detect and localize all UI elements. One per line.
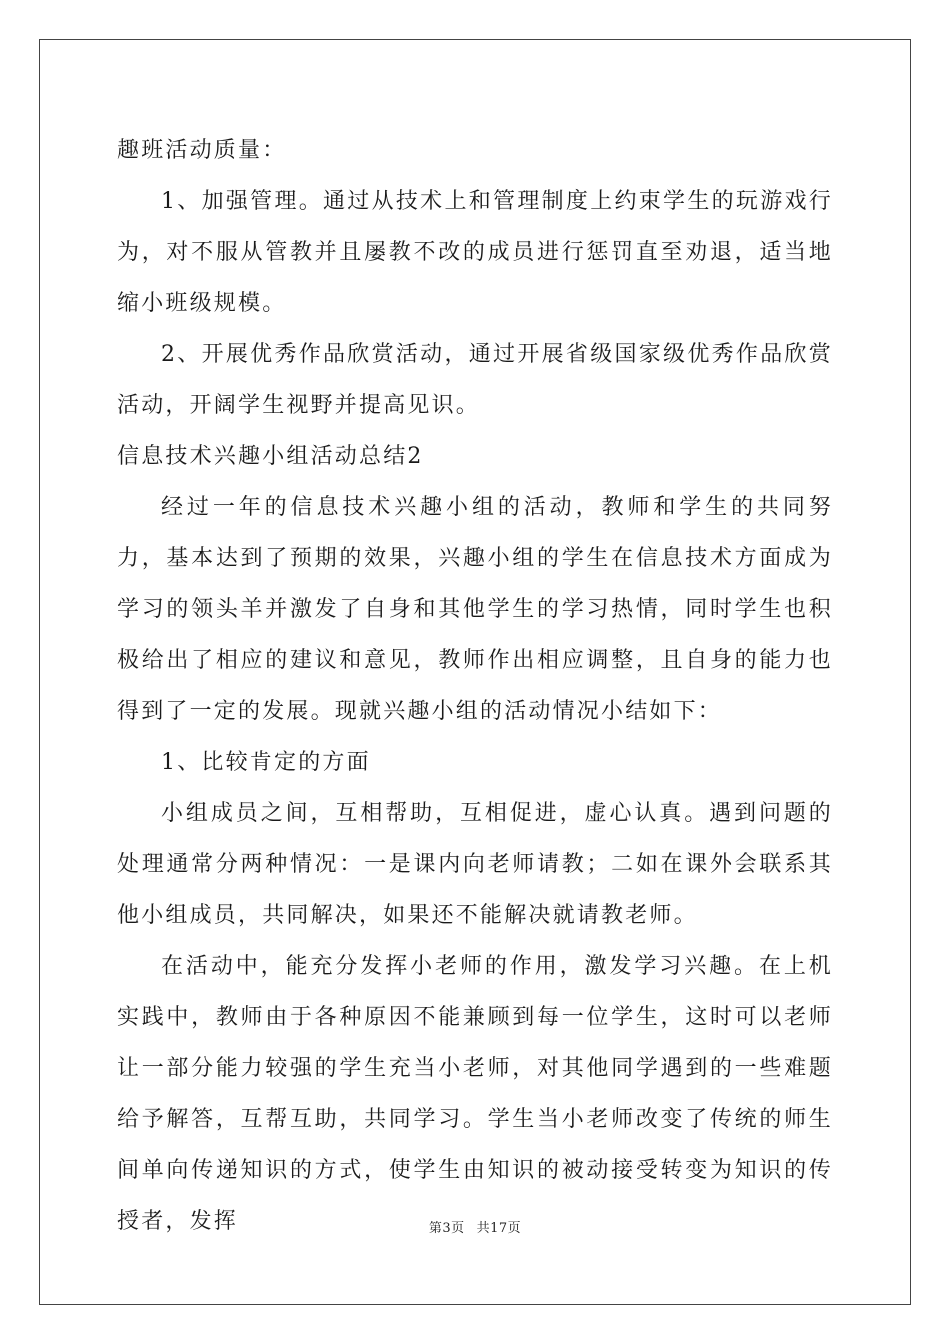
paragraph-2: 1、加强管理。通过从技术上和管理制度上约束学生的玩游戏行为，对不服从管教并且屡教不改的成员进行惩罚直至劝退，适当地缩小班级规模。 [117,189,833,316]
page-number: 第3页 [428,1221,465,1236]
paragraph-3: 2、开展优秀作品欣赏活动，通过开展省级国家级优秀作品欣赏活动，开阔学生视野并提高见识。 [117,342,833,418]
subheading-1: 1、比较肯定的方面 [161,750,371,775]
paragraph-5: 小组成员之间，互相帮助，互相促进，虚心认真。遇到问题的处理通常分两种情况：一是课内向老师请教；二如在课外会联系其他小组成员，共同解决，如果还不能解决就请教老师。 [117,801,833,928]
paragraph-6: 在活动中，能充分发挥小老师的作用，激发学习兴趣。在上机实践中，教师由于各种原因不能兼顾到每一位学生，这时可以老师让一部分能力较强的学生充当小老师，对其他同学遇到的一些难题给予解答，互帮互助，共同学习。学生当小老师改变了传统的师生间单向传递知识的方式，使学生由知识的被动接受转变为知识的传授者，发挥 [117,954,833,1234]
document-body [117,125,833,1247]
paragraph-4: 经过一年的信息技术兴趣小组的活动，教师和学生的共同努力，基本达到了预期的效果，兴趣小组的学生在信息技术方面成为学习的领头羊并激发了自身和其他学生的学习热情，同时学生也积极给出了相应的建议和意见，教师作出相应调整，且自身的能力也得到了一定的发展。现就兴趣小组的活动情况小结如下： [117,495,833,724]
page-footer [0,1217,950,1236]
paragraph-1: 趣班活动质量： [117,138,287,163]
page-total: 共17页 [476,1221,522,1236]
section-heading: 信息技术兴趣小组活动总结2 [117,444,424,469]
